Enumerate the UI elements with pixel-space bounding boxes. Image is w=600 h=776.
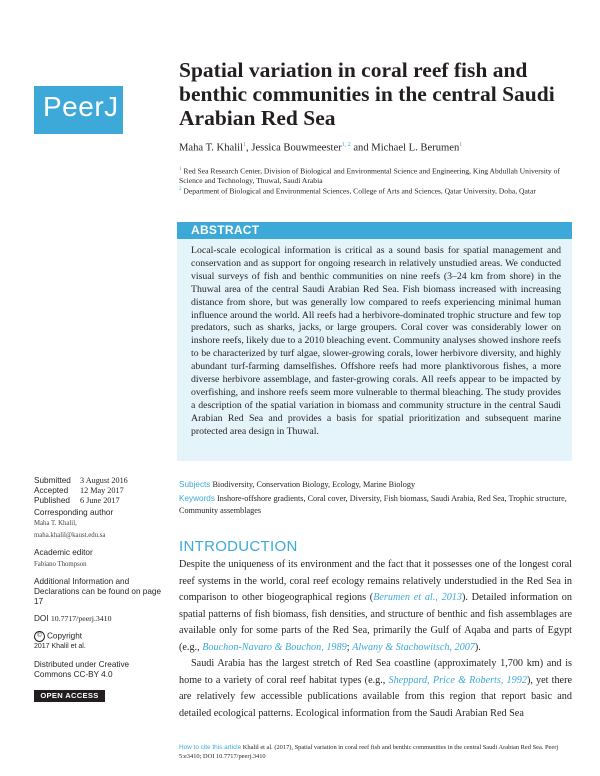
subjects-label: Subjects [179, 480, 211, 489]
keywords-label: Keywords [179, 494, 215, 503]
abstract-text: Local-scale ecological information is critical as a sound basis for spatial management and conservation and as support for ongoing research in relatively unstudied areas. We conducted visual surveys of fish and benthic communities on nine reefs (3–24 km from shore) in the Thuwal area of the central Saudi Arabian Red Sea. Fish biomass increased with increasing distance from shore, but was generally low compared to reefs experiencing minimal human influence around the world. All reefs had a herbivore-dominated trophic structure and few top predators, such as sharks, jacks, or large groupers. Coral cover was considerably lower on inshore reefs, likely due to a 2010 bleaching event. Community analyses showed inshore reefs to be characterized by turf algae, slower-growing corals, lower herbivore diversity, and highly abundant turf-farming damselfishes. Offshore reefs had more planktivorous fishes, a more diverse herbivore assemblage, and faster-growing corals. All reefs appear to be impacted by overfishing, and inshore reefs seem more vulnerable to thermal bleaching. The study provides a description of the spatial variation in biomass and community structure in the central Saudi Arabian Red Sea and provides a basis for spatial prioritization and subsequent marine protected area design in Thuwal. [191, 245, 561, 437]
author-affiliation-mark: 1 [459, 142, 463, 148]
abstract-header [177, 222, 572, 239]
license-text[interactable]: Distributed under Creative Commons CC-BY 4.0 [34, 660, 130, 679]
open-access-badge: OPEN ACCESS [34, 690, 105, 702]
author-affiliation-mark: 1, 2 [341, 142, 351, 148]
copyright-icon: © [34, 631, 45, 642]
logo-text: PeerJ [43, 91, 119, 122]
intro-paragraph-1: Despite the uniqueness of its environment and the fact that it possesses one of the longest coral reef systems in the world, coral reef ecology remains relatively understudied in the Red Sea in comparison to other biogeographical regions (Berumen et al., 2013). Detailed information on spatial patterns of fish biomass, fish densities, and structure of benthic and fish assemblages are available only for some parts of the Red Sea, primarily the Gulf of Aqaba and parts of Egypt (e.g., Bouchon-Navaro & Bouchon, 1989; Alwany & Stachowitsch, 2007). [179, 559, 572, 653]
citation-footer [179, 744, 572, 761]
footer-label: How to cite this article [179, 744, 242, 751]
keywords-line [179, 493, 574, 516]
peerj-logo [34, 86, 123, 134]
author-affiliation-mark: 1 [243, 142, 247, 148]
affiliation-2: $^2$ Department of Biological and Environmental Sciences, College of Arts and Sciences, Qatar University, Doha, Qatar [179, 186, 536, 196]
corresponding-author-name: Maha T. Khalil, [34, 520, 77, 527]
citation-link[interactable]: Berumen et al., 2013 [373, 592, 462, 603]
doi-value[interactable]: 10.7717/peerj.3410 [50, 614, 112, 623]
corresponding-author-label: Corresponding author [34, 508, 114, 517]
doi-line[interactable]: DOI 10.7717/peerj.3410 [34, 614, 112, 623]
dates-block: Submitted 3 August 2016 Accepted 12 May 2017 Published 6 June 2017 [34, 476, 128, 505]
citation-link[interactable]: Sheppard, Price & Roberts, 1992 [388, 674, 527, 686]
subjects-text: Biodiversity, Conservation Biology, Ecology, Marine Biology [212, 480, 416, 489]
academic-editor-label: Academic editor [34, 548, 93, 557]
subjects-line [179, 479, 574, 491]
abstract-box [177, 222, 572, 461]
keywords-text: Inshore-offshore gradients, Coral cover, Diversity, Fish biomass, Saudi Arabia, Red Sea, Trophic structure, Community assemblages [179, 494, 567, 515]
affiliation-1: $^1$ Red Sea Research Center, Division of Biological and Environmental Science and Engineering, King Abdullah University of Science and Technology, Thuwal, Saudi Arabia [179, 166, 560, 185]
intro-paragraph-2: Saudi Arabia has the largest stretch of Red Sea coastline (approximately 1,700 km) and is home to a variety of coral reef habitat types (e.g., Sheppard, Price & Roberts, 1992), yet there are relatively few accessible publications available from this region that report basic and detailed ecological patterns. Ecological information from the Saudi Arabian Red Sea [179, 658, 572, 719]
article-title: Spatial variation in coral reef fish and benthic communities in the central Saudi Arabian Red Sea [179, 58, 555, 130]
footer-text: Khalil et al. (2017), Spatial variation in coral reef fish and benthic communities in the central Saudi Arabian Red Sea. Peerj 5:e3410; DOI 10.7717/peerj.3410 [179, 744, 559, 760]
additional-info[interactable]: Additional Information and Declarations can be found on page 17 [34, 577, 161, 606]
corresponding-author-email[interactable]: maha.khalil@kaust.edu.sa [34, 532, 106, 539]
author-name[interactable]: Maha T. Khalil [179, 142, 244, 154]
introduction-heading: INTRODUCTION [179, 538, 298, 555]
copyright-block: © Copyright 2017 Khalil et al. [34, 631, 86, 650]
author-name[interactable]: Jessica Bouwmeester [251, 142, 342, 154]
citation-link[interactable]: Alwany & Stachowitsch, 2007 [352, 641, 475, 653]
abstract-heading: ABSTRACT [191, 223, 260, 237]
author-name[interactable]: Michael L. Berumen [371, 142, 460, 154]
author-list: Maha T. Khalil$^1$, Jessica Bouwmeester$^{1, 2}$ and Michael L. Berumen$^1$ [179, 142, 463, 154]
citation-link[interactable]: Bouchon-Navaro & Bouchon, 1989 [202, 641, 347, 653]
academic-editor-name: Fabiano Thompson [34, 561, 87, 568]
